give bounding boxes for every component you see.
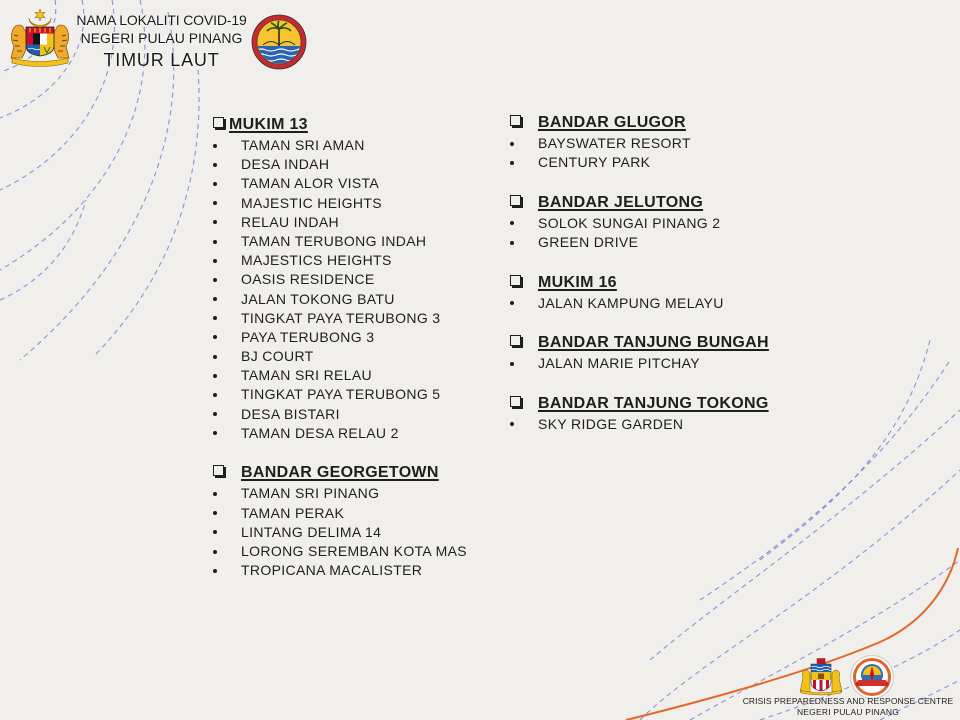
bullet-icon xyxy=(510,241,514,245)
section-title: BANDAR TANJUNG BUNGAH xyxy=(538,334,769,352)
bullet-icon xyxy=(213,259,217,263)
locality-name: TAMAN DESA RELAU 2 xyxy=(241,424,399,441)
locality-name: CENTURY PARK xyxy=(538,154,651,171)
list-item xyxy=(212,309,502,328)
cprc-badge-icon xyxy=(849,654,895,700)
locality-name: SKY RIDGE GARDEN xyxy=(538,415,684,432)
list-item xyxy=(212,328,502,347)
bullet-icon xyxy=(213,374,217,378)
list-item xyxy=(212,405,502,424)
locality-list xyxy=(212,484,502,580)
list-item xyxy=(212,232,502,251)
locality-name: MAJESTICS HEIGHTS xyxy=(241,252,392,269)
motto-ribbon xyxy=(12,58,68,67)
checkbox-icon xyxy=(510,396,521,407)
section-mukim-13 xyxy=(212,114,502,443)
list-item xyxy=(510,134,830,153)
section-heading xyxy=(212,114,502,136)
locality-name: OASIS RESIDENCE xyxy=(241,271,375,288)
locality-name: GREEN DRIVE xyxy=(538,233,639,250)
section-bandar-jelutong xyxy=(510,192,830,252)
locality-name: PAYA TERUBONG 3 xyxy=(241,328,375,345)
locality-name: TAMAN SRI PINANG xyxy=(241,485,380,502)
locality-name: TAMAN SRI AMAN xyxy=(241,137,365,153)
list-item xyxy=(212,366,502,385)
locality-name: DESA BISTARI xyxy=(241,405,340,422)
bullet-icon xyxy=(213,163,217,167)
bullet-icon xyxy=(213,182,217,186)
section-mukim-16 xyxy=(510,272,830,313)
section-title: BANDAR TANJUNG TOKONG xyxy=(538,394,769,412)
list-item xyxy=(212,270,502,289)
malaysia-coat-of-arms-icon xyxy=(7,8,73,70)
bullet-icon xyxy=(213,144,217,148)
list-item xyxy=(212,561,502,580)
tiger-left xyxy=(11,25,27,58)
section-bandar-tanjung-bungah xyxy=(510,332,830,373)
locality-name: MAJESTIC HEIGHTS xyxy=(241,194,382,211)
locality-name: RELAU INDAH xyxy=(241,213,339,230)
penang-crest-icon xyxy=(797,657,845,697)
footer-state: NEGERI PULAU PINANG xyxy=(796,707,900,717)
locality-list xyxy=(212,136,502,443)
locality-name: LINTANG DELIMA 14 xyxy=(241,523,382,540)
list-item xyxy=(212,424,502,443)
locality-list xyxy=(510,214,830,252)
district-name: TIMUR LAUT xyxy=(103,50,220,70)
bullet-icon xyxy=(213,511,217,515)
section-title: BANDAR JELUTONG xyxy=(538,193,704,211)
locality-name: BJ COURT xyxy=(241,348,314,365)
locality-name: TROPICANA MACALISTER xyxy=(241,562,423,579)
bullet-icon xyxy=(213,220,217,224)
checkbox-icon xyxy=(510,115,521,126)
bullet-icon xyxy=(510,221,514,225)
locality-name: TINGKAT PAYA TERUBONG 3 xyxy=(241,309,441,326)
section-title: BANDAR GLUGOR xyxy=(538,114,686,131)
bullet-icon xyxy=(213,569,217,573)
locality-list xyxy=(510,294,830,313)
bullet-icon xyxy=(510,301,514,305)
locality-name: JALAN KAMPUNG MELAYU xyxy=(538,294,724,311)
page-title: NAMA LOKALITI COVID-19 xyxy=(76,12,247,28)
bullet-icon xyxy=(213,335,217,339)
list-item xyxy=(212,504,502,523)
section-heading xyxy=(510,332,830,354)
list-item xyxy=(212,484,502,503)
list-item xyxy=(212,213,502,232)
checkbox-icon xyxy=(213,117,224,128)
section-bandar-tanjung-tokong xyxy=(510,393,830,434)
bullet-icon xyxy=(213,530,217,534)
checkbox-icon xyxy=(510,335,521,346)
checkbox-icon xyxy=(510,275,521,286)
penang-state-logo-icon xyxy=(251,14,307,70)
bullet-icon xyxy=(510,362,514,366)
tiger-right xyxy=(53,25,69,58)
section-title: MUKIM 13 xyxy=(229,116,308,133)
list-item xyxy=(212,194,502,213)
bullet-icon xyxy=(213,550,217,554)
bullet-icon xyxy=(213,355,217,359)
section-title: BANDAR GEORGETOWN xyxy=(241,464,439,482)
bullet-icon xyxy=(510,142,514,146)
locality-name: TAMAN PERAK xyxy=(241,504,345,521)
locality-name: TAMAN SRI RELAU xyxy=(241,367,373,384)
bullet-icon xyxy=(213,297,217,301)
header-block xyxy=(70,0,253,74)
checkbox-icon xyxy=(213,465,224,476)
list-item xyxy=(212,174,502,193)
decor-dashed-curve xyxy=(95,70,199,355)
list-item xyxy=(510,294,830,313)
locality-name: BAYSWATER RESORT xyxy=(538,135,691,151)
section-heading xyxy=(510,272,830,294)
locality-name: TINGKAT PAYA TERUBONG 5 xyxy=(241,386,441,403)
bullet-icon xyxy=(213,412,217,416)
checkbox-icon xyxy=(510,195,521,206)
list-item xyxy=(510,214,830,233)
footer-organization: CRISIS PREPAREDNESS AND RESPONSE CENTRE xyxy=(742,696,954,706)
bullet-icon xyxy=(213,393,217,397)
state-name: NEGERI PULAU PINANG xyxy=(80,30,243,46)
list-item xyxy=(212,385,502,404)
section-heading xyxy=(510,112,830,134)
locality-name: LORONG SEREMBAN KOTA MAS xyxy=(241,542,467,559)
locality-list xyxy=(510,415,830,434)
list-item xyxy=(212,347,502,366)
star-shape xyxy=(35,9,45,21)
locality-name: DESA INDAH xyxy=(241,156,330,173)
locality-name: JALAN TOKONG BATU xyxy=(241,290,395,307)
bullet-icon xyxy=(213,240,217,244)
right-column xyxy=(510,112,830,434)
list-item xyxy=(212,290,502,309)
list-item xyxy=(510,233,830,252)
locality-list xyxy=(510,134,830,172)
locality-name: TAMAN ALOR VISTA xyxy=(241,175,380,192)
list-item xyxy=(212,136,502,155)
left-column xyxy=(212,114,502,580)
section-bandar-georgetown xyxy=(212,462,502,580)
bullet-icon xyxy=(213,316,217,320)
decor-accent-curve xyxy=(626,548,958,720)
list-item xyxy=(212,542,502,561)
locality-name: JALAN MARIE PITCHAY xyxy=(538,355,700,372)
locality-list xyxy=(510,354,830,373)
decor-dashed-curve xyxy=(0,200,86,300)
list-item xyxy=(510,415,830,434)
bullet-icon xyxy=(213,492,217,496)
list-item xyxy=(212,523,502,542)
locality-name: SOLOK SUNGAI PINANG 2 xyxy=(538,214,721,231)
section-heading xyxy=(212,462,502,484)
section-title: MUKIM 16 xyxy=(538,273,617,291)
list-item xyxy=(510,354,830,373)
list-item xyxy=(510,153,830,172)
bullet-icon xyxy=(510,161,514,165)
bullet-icon xyxy=(213,201,217,205)
bullet-icon xyxy=(213,278,217,282)
section-bandar-glugor xyxy=(510,112,830,172)
section-heading xyxy=(510,192,830,214)
bullet-icon xyxy=(510,422,514,426)
section-heading xyxy=(510,393,830,415)
list-item xyxy=(212,155,502,174)
bullet-icon xyxy=(213,431,217,435)
list-item xyxy=(212,251,502,270)
locality-name: TAMAN TERUBONG INDAH xyxy=(241,232,427,249)
